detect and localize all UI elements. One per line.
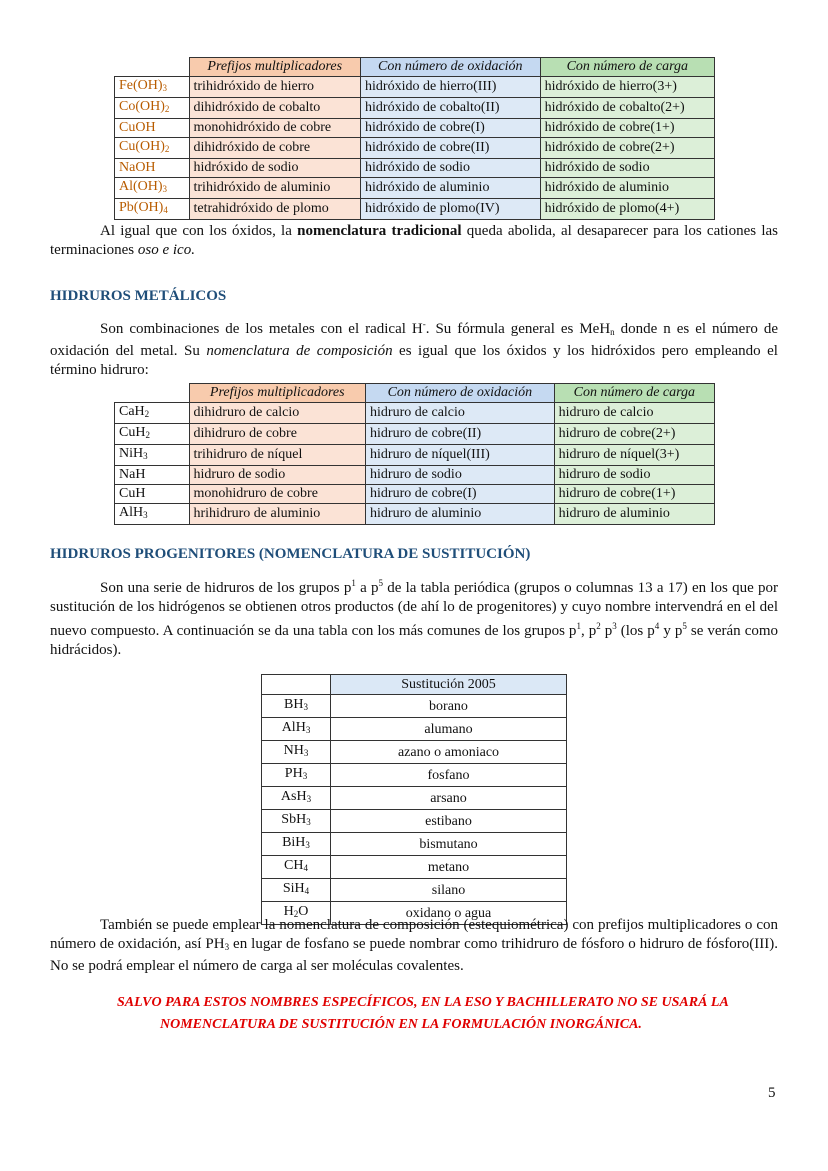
- prog-text-8: se verán como hidrácidos).: [50, 623, 779, 658]
- table-row: [262, 787, 567, 810]
- formula-base: SbH: [281, 812, 307, 827]
- formula-subscript: 2: [144, 409, 150, 419]
- formula-base: CaH: [119, 404, 145, 419]
- formula-base: H: [283, 904, 294, 919]
- cell-prefijos: tetrahidróxido de plomo: [189, 199, 361, 220]
- cell-oxidacion: hidruro de calcio: [366, 403, 555, 424]
- prog-text-2: a p: [355, 580, 379, 596]
- prog-sup-7: 5: [682, 621, 687, 631]
- formula-subscript: 3: [306, 794, 312, 804]
- formula-subscript: 3: [306, 817, 311, 827]
- cell-carga: hidróxido de plomo(4+): [540, 199, 714, 220]
- formula-subscript: 3: [302, 771, 308, 781]
- formula-subscript: 2: [145, 430, 150, 440]
- table-row: [115, 466, 715, 485]
- empty-header-cell: [115, 384, 190, 403]
- table-row: [262, 833, 567, 856]
- cell-prefijos: hrihidruro de aluminio: [189, 504, 366, 525]
- formula-cell: [262, 741, 331, 764]
- para1-text-2: queda abolida, al desaparecer para los cationes las terminaciones: [50, 223, 778, 258]
- table-header-row: [115, 384, 715, 403]
- table-header-row: [262, 675, 567, 695]
- cell-prefijos: trihidruro de níquel: [189, 445, 366, 466]
- cell-carga: hidróxido de cobre(1+): [540, 119, 714, 138]
- cell-name: arsano: [331, 787, 567, 810]
- formula-subscript: 3: [162, 184, 168, 194]
- table-row: [262, 856, 567, 879]
- hydrides-table: [114, 383, 715, 525]
- cell-oxidacion: hidróxido de hierro(III): [361, 77, 541, 98]
- cell-name: alumano: [331, 718, 567, 741]
- header-carga: Con número de carga: [554, 384, 714, 403]
- paragraph-hidruros-progenitores: [50, 574, 778, 660]
- table-row: [115, 199, 715, 220]
- cell-prefijos: dihidruro de cobre: [189, 424, 366, 445]
- formula-subscript: 3: [303, 748, 309, 758]
- cell-prefijos: dihidruro de calcio: [189, 403, 366, 424]
- cell-oxidacion: hidruro de níquel(III): [366, 445, 555, 466]
- formula-subscript: 2: [164, 144, 170, 154]
- formula-base: SiH: [282, 881, 305, 896]
- formula-cell: [262, 764, 331, 787]
- cell-name: oxidano o agua: [331, 902, 567, 925]
- prog-text-3: de la tabla periódica (grupos o columnas 13 a 17) en los que por sustitución de los hidrógenos se obtienen otros productos (de ahí lo de progenitores) y cuyo nombre intervendrá en el del nuevo compuesto. A continuación se da una tabla con los más comunes de los grupos p: [50, 580, 778, 639]
- formula-cell: [115, 424, 190, 445]
- formula-base: CuH: [119, 486, 146, 501]
- formula-cell: [115, 119, 190, 138]
- formula-cell: [262, 787, 331, 810]
- formula-cell: [262, 833, 331, 856]
- cell-carga: hidruro de cobre(2+): [554, 424, 714, 445]
- formula-subscript: 4: [304, 886, 310, 896]
- cell-oxidacion: hidruro de cobre(II): [366, 424, 555, 445]
- formula-base: Pb(OH): [119, 200, 164, 215]
- table-row: [115, 77, 715, 98]
- formula-base: Al(OH): [119, 179, 163, 194]
- header-oxidacion: Con número de oxidación: [361, 58, 541, 77]
- cell-name: metano: [331, 856, 567, 879]
- cell-carga: hidróxido de sodio: [540, 159, 714, 178]
- cell-prefijos: hidruro de sodio: [189, 466, 366, 485]
- cell-name: bismutano: [331, 833, 567, 856]
- warning-line-2: NOMENCLATURA DE SUSTITUCIÓN EN LA FORMULACIÓN INORGÁNICA.: [160, 1017, 642, 1032]
- cell-oxidacion: hidruro de sodio: [366, 466, 555, 485]
- formula-cell: [115, 77, 190, 98]
- formula-cell: [262, 856, 331, 879]
- formula-cell: [115, 445, 190, 466]
- prog-text-1: Son una serie de hidruros de los grupos p: [100, 580, 352, 596]
- hid-sup-1: -: [422, 319, 426, 329]
- formula-cell: [115, 466, 190, 485]
- formula-cell: [115, 159, 190, 178]
- header-sustitucion: Sustitución 2005: [331, 675, 567, 695]
- formula-subscript: 4: [303, 863, 308, 873]
- formula-cell: [262, 695, 331, 718]
- formula-subscript: 3: [305, 725, 311, 735]
- formula-base: BiH: [282, 835, 306, 850]
- hid-text-4: es igual que los óxidos y los hidróxidos pero empleando el término hidruro:: [50, 343, 778, 378]
- para1-bold: nomenclatura tradicional: [297, 223, 462, 239]
- hid-italic: nomenclatura de composición: [206, 343, 393, 359]
- formula-cell: [115, 485, 190, 504]
- paragraph-composicion: [50, 916, 778, 976]
- table-row: [115, 403, 715, 424]
- formula-base: Co(OH): [119, 99, 165, 114]
- formula-subscript: 3: [143, 510, 148, 520]
- table-row: [262, 741, 567, 764]
- cell-carga: hidróxido de aluminio: [540, 178, 714, 199]
- header-oxidacion: Con número de oxidación: [366, 384, 555, 403]
- hid-sub-1: n: [610, 327, 615, 337]
- empty-header-cell: [115, 58, 190, 77]
- prog-sup-3: 1: [576, 621, 581, 631]
- cell-oxidacion: hidróxido de cobre(I): [361, 119, 541, 138]
- final-text-2: en lugar de fosfano se puede nombrar como trihidruro de fósforo o hidruro de fósforo(III). No se podrá emplear el número de carga al ser moléculas covalentes.: [50, 936, 779, 974]
- formula-cell: [115, 138, 190, 159]
- hydroxides-table: [114, 57, 715, 220]
- formula-subscript: 3: [305, 840, 310, 850]
- formula-subscript: 2: [164, 104, 170, 114]
- section-title-hidruros-progenitores: HIDRUROS PROGENITORES (NOMENCLATURA DE SUSTITUCIÓN): [50, 546, 531, 562]
- formula-subscript: 3: [303, 702, 308, 712]
- formula-base: Fe(OH): [119, 78, 163, 93]
- paragraph-hidruros-metalicos: [50, 315, 778, 380]
- cell-carga: hidróxido de cobre(2+): [540, 138, 714, 159]
- prog-sup-1: 1: [351, 578, 356, 588]
- table-row: [262, 718, 567, 741]
- hid-text-2: . Su fórmula general es MeH: [425, 321, 611, 337]
- cell-oxidacion: hidróxido de cobre(II): [361, 138, 541, 159]
- para1-italic: oso e ico.: [137, 242, 195, 258]
- cell-name: estibano: [331, 810, 567, 833]
- prog-sup-5: 3: [612, 621, 617, 631]
- formula-subscript: 2: [293, 909, 299, 919]
- cell-oxidacion: hidróxido de cobalto(II): [361, 98, 541, 119]
- page-number: 5: [768, 1085, 776, 1101]
- cell-prefijos: dihidróxido de cobalto: [189, 98, 361, 119]
- table-row: [115, 119, 715, 138]
- formula-cell: [262, 810, 331, 833]
- cell-oxidacion: hidruro de aluminio: [366, 504, 555, 525]
- prog-sup-4: 2: [596, 621, 601, 631]
- cell-prefijos: trihidróxido de aluminio: [189, 178, 361, 199]
- formula-base: NH: [283, 743, 304, 758]
- formula-cell: [115, 98, 190, 119]
- cell-carga: hidróxido de hierro(3+): [540, 77, 714, 98]
- cell-name: azano o amoniaco: [331, 741, 567, 764]
- cell-carga: hidruro de sodio: [554, 466, 714, 485]
- warning-note: [100, 992, 790, 1036]
- formula-subscript: 4: [163, 205, 168, 215]
- prog-text-4: , p: [580, 623, 597, 639]
- cell-carga: hidruro de calcio: [554, 403, 714, 424]
- formula-base: NaOH: [119, 160, 156, 175]
- header-prefijos: Prefijos multiplicadores: [189, 384, 366, 403]
- table-row: [262, 810, 567, 833]
- cell-name: silano: [331, 879, 567, 902]
- table-row: [115, 445, 715, 466]
- formula-subscript: 3: [143, 451, 148, 461]
- cell-carga: hidruro de níquel(3+): [554, 445, 714, 466]
- section-title-hidruros-metalicos: HIDRUROS METÁLICOS: [50, 288, 227, 304]
- formula-cell: [262, 718, 331, 741]
- formula-base: CuOH: [119, 120, 156, 135]
- substitution-table: [261, 674, 567, 925]
- table-row: [115, 424, 715, 445]
- table-header-row: [115, 58, 715, 77]
- cell-carga: hidruro de cobre(1+): [554, 485, 714, 504]
- formula-cell: [115, 504, 190, 525]
- cell-prefijos: trihidróxido de hierro: [189, 77, 361, 98]
- cell-name: fosfano: [331, 764, 567, 787]
- formula-tail: O: [298, 904, 309, 919]
- para1-text-1: Al igual que con los óxidos, la: [100, 223, 298, 239]
- table-row: [115, 178, 715, 199]
- cell-oxidacion: hidróxido de plomo(IV): [361, 199, 541, 220]
- header-prefijos: Prefijos multiplicadores: [189, 58, 361, 77]
- prog-text-7: y p: [659, 623, 683, 639]
- table-row: [262, 695, 567, 718]
- cell-oxidacion: hidróxido de aluminio: [361, 178, 541, 199]
- formula-base: Cu(OH): [119, 139, 165, 154]
- final-sub: 3: [224, 942, 230, 952]
- paragraph-nomenclatura-tradicional: [50, 222, 778, 260]
- formula-base: NiH: [119, 446, 144, 461]
- table-row: [262, 764, 567, 787]
- formula-base: PH: [284, 766, 303, 781]
- cell-prefijos: monohidruro de cobre: [189, 485, 366, 504]
- table-row: [115, 98, 715, 119]
- empty-header-cell: [262, 675, 331, 695]
- table-row: [115, 138, 715, 159]
- cell-carga: hidróxido de cobalto(2+): [540, 98, 714, 119]
- prog-sup-6: 4: [654, 621, 660, 631]
- cell-prefijos: monohidróxido de cobre: [189, 119, 361, 138]
- table-row: [262, 879, 567, 902]
- formula-base: CH: [284, 858, 304, 873]
- formula-cell: [115, 178, 190, 199]
- prog-text-5: p: [600, 623, 613, 639]
- table-row: [115, 504, 715, 525]
- formula-subscript: 3: [162, 83, 168, 93]
- hid-text-3: donde n es el número de oxidación del metal. Su: [50, 321, 778, 359]
- table-row: [115, 485, 715, 504]
- cell-name: borano: [331, 695, 567, 718]
- formula-cell: [115, 199, 190, 220]
- table-row: [115, 159, 715, 178]
- formula-base: CuH: [119, 425, 146, 440]
- formula-base: AlH: [281, 720, 306, 735]
- cell-oxidacion: hidróxido de sodio: [361, 159, 541, 178]
- cell-prefijos: dihidróxido de cobre: [189, 138, 361, 159]
- cell-oxidacion: hidruro de cobre(I): [366, 485, 555, 504]
- hid-text-1: Son combinaciones de los metales con el radical H: [100, 321, 423, 337]
- formula-cell: [115, 403, 190, 424]
- cell-prefijos: hidróxido de sodio: [189, 159, 361, 178]
- warning-line-1: SALVO PARA ESTOS NOMBRES ESPECÍFICOS, EN LA ESO Y BACHILLERATO NO SE USARÁ LA: [117, 995, 729, 1010]
- formula-base: AlH: [119, 505, 144, 520]
- cell-carga: hidruro de aluminio: [554, 504, 714, 525]
- final-text-1: También se puede emplear la nomenclatura de composición (estequiométrica) con prefijos multiplicadores o con número de oxidación, así PH: [50, 917, 778, 952]
- formula-base: BH: [284, 697, 304, 712]
- prog-text-6: (los p: [616, 623, 655, 639]
- prog-sup-2: 5: [378, 578, 383, 588]
- formula-base: NaH: [119, 467, 146, 482]
- formula-base: AsH: [280, 789, 307, 804]
- header-carga: Con número de carga: [540, 58, 714, 77]
- formula-cell: [262, 879, 331, 902]
